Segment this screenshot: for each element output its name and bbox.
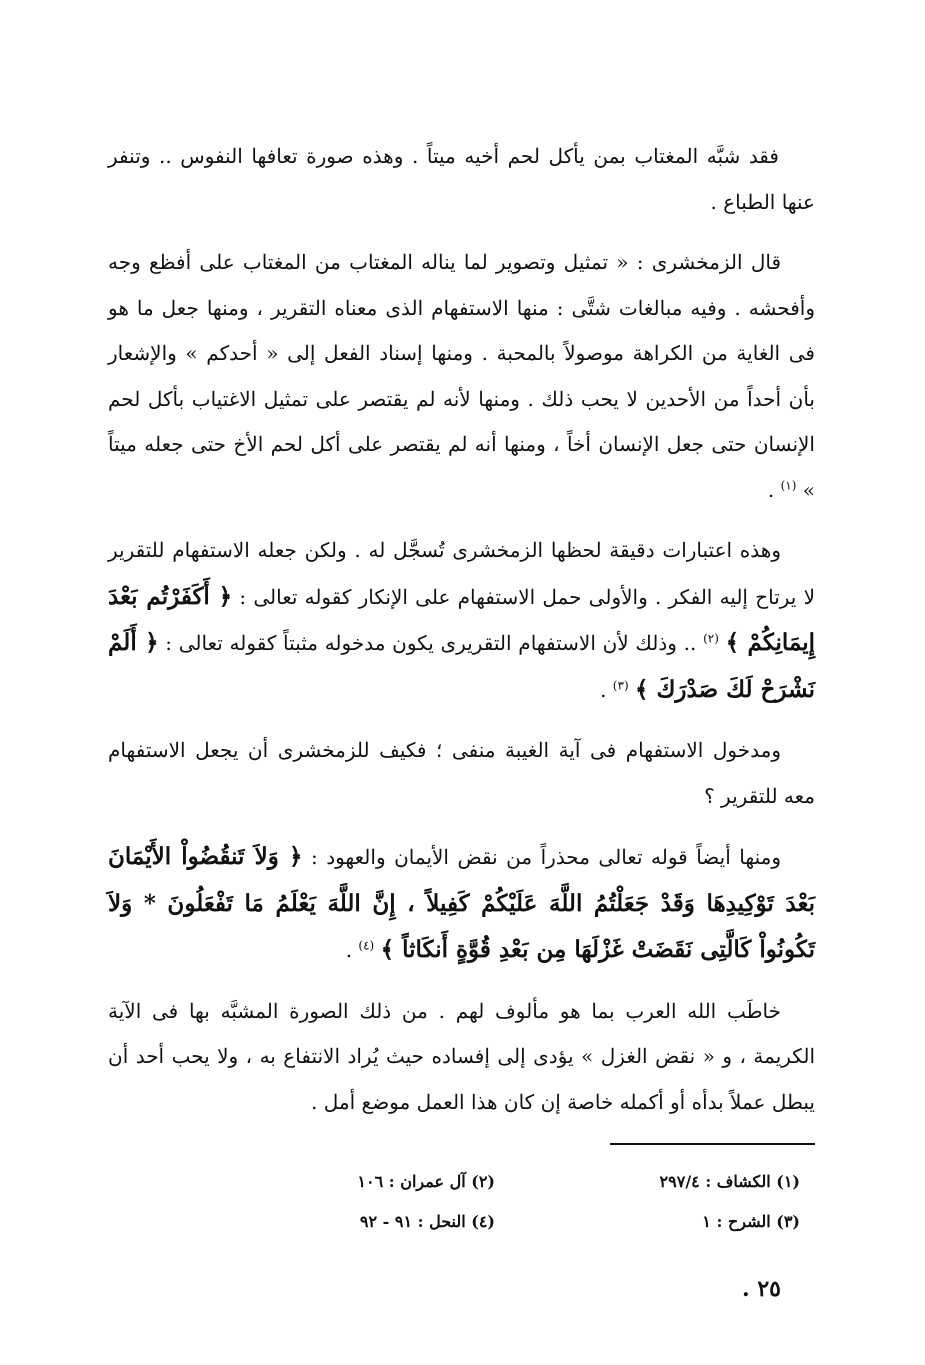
footnote-ref-4: (٤)	[358, 938, 375, 953]
paragraph-5	[108, 834, 815, 974]
footnote-1: (١) الكشاف : ٢٩٧/٤	[659, 1172, 800, 1191]
paragraph-1-text: فقد شبَّه المغتاب بمن يأكل لحم أخيه ميتاً . وهذه صورة تعافها النفوس .. وتنفر عنها الطباع .	[108, 144, 815, 214]
paragraph-2-zamakhshari-quote	[108, 240, 815, 513]
footnote-ref-2: (٢)	[703, 631, 719, 646]
page-number: ٢٥ .	[742, 1276, 781, 1302]
footnote-3: (٣) الشرح : ١	[702, 1212, 800, 1231]
footnote-ref-1: (١)	[780, 477, 797, 492]
paragraph-3-text-b: .. وذلك لأن الاستفهام التقريرى يكون مدخوله مثبتاً كقوله تعالى :	[165, 631, 697, 655]
footnote-4: (٤) النحل : ٩١ - ٩٢	[359, 1212, 495, 1231]
quran-quote-ash-sharh: ﴿ أَلَمْ نَشْرَحْ لَكَ صَدْرَكَ ﴾	[108, 629, 815, 703]
paragraph-5-end: .	[345, 938, 353, 962]
footnote-row-1	[175, 1162, 815, 1202]
paragraph-4	[108, 728, 815, 819]
paragraph-5-text: ومنها أيضاً قوله تعالى محذراً من نقض الأيمان والعهود :	[310, 845, 781, 869]
footnote-ref-3: (٣)	[612, 677, 629, 692]
footnote-separator	[610, 1143, 815, 1145]
main-text	[108, 134, 815, 1140]
paragraph-3	[108, 528, 815, 713]
paragraph-1	[108, 134, 815, 225]
paragraph-4-text: ومدخول الاستفهام فى آية الغيبة منفى ؛ فكيف للزمخشرى أن يجعل الاستفهام معه للتقرير ؟	[108, 738, 815, 808]
paragraph-3-text-a: وهذه اعتبارات دقيقة لحظها الزمخشرى تُسجَّل له . ولكن جعله الاستفهام للتقرير لا يرتاح إليه الفكر . والأولى حمل الاستفهام على الإنكار كقوله تعالى :	[108, 538, 815, 609]
paragraph-3-end: .	[600, 677, 607, 702]
footnotes	[175, 1162, 815, 1242]
quran-quote-an-nahl: ﴿ وَلاَ تَنقُضُواْ الأَيْمَانَ بَعْدَ تَوْكِيدِهَا وَقَدْ جَعَلْتُمُ اللَّهَ عَلَيْكُمْ كَفِيلاً ، إِنَّ اللَّهَ يَعْلَمُ مَا تَفْعَلُونَ * وَلاَ تَكُونُواْ كَالَّتِى نَقَضَتْ غَزْلَهَا مِن بَعْدِ قُوَّةٍ أَنكَاثاً ﴾	[108, 843, 815, 963]
footnote-row-2	[175, 1202, 815, 1242]
paragraph-2-end: .	[767, 477, 775, 502]
quran-quote-al-imran: ﴿ أَكَفَرْتُم بَعْدَ إِيمَانِكُمْ ﴾	[108, 582, 816, 656]
paragraph-2-text: قال الزمخشرى : « تمثيل وتصوير لما يناله المغتاب من المغتاب على أفظع وجه وأفحشه . وفيه مبالغات شتَّى : منها الاستفهام الذى معناه التقرير ، ومنها جعل ما هو فى الغاية من الكراهة موصولاً بالمحبة . ومنها إسناد الفعل إلى « أحدكم » والإشعار بأن أحداً من الأحدين لا يحب ذلك . ومنها لأنه لم يقتصر على تمثيل الاغتياب بأكل لحم الإنسان حتى جعل الإنسان أخاً ، ومنها أنه لم يقتصر على أكل لحم الأخ حتى جعله ميتاً »	[108, 250, 815, 502]
paragraph-6	[108, 989, 815, 1126]
footnote-2: (٢) آل عمران : ١٠٦	[357, 1172, 495, 1191]
paragraph-6-text: خاطَب الله العرب بما هو مألوف لهم . من ذلك الصورة المشبَّه بها فى الآية الكريمة ، و « نقض الغزل » يؤدى إلى إفساده حيث يُراد الانتفاع به ، ولا يحب أحد أن يبطل عملاً بدأه أو أكمله خاصة إن كان هذا العمل موضع أمل .	[108, 998, 815, 1114]
